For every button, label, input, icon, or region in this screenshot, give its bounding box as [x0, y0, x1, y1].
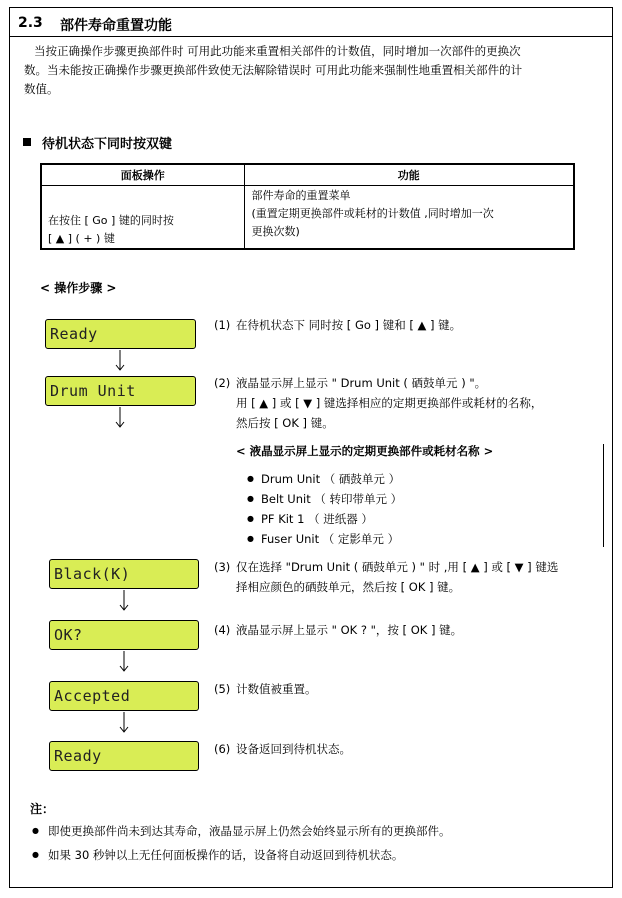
down-arrow-icon [119, 712, 129, 734]
lcd-accepted: Accepted [49, 681, 199, 711]
list-item: ● 即使更换部件尚未到达其寿命，液晶显示屏上仍然会始终显示所有的更换部件。 [32, 820, 450, 844]
step-1 [214, 315, 461, 335]
lcd-black-k: Black(K) [49, 559, 199, 589]
lcd-ready: Ready [45, 319, 196, 349]
steps-title: < 操作步骤 > [40, 281, 117, 295]
panel-op-line-1: 在按住 [ Go ] 键的同时按 [48, 214, 174, 227]
header-panel-operation: 面板操作 [41, 164, 244, 186]
step-2 [214, 373, 542, 433]
step-text: 用 [ ▲ ] 或 [ ▼ ] 键选择相应的定期更换部件或耗材的名称， [236, 396, 543, 410]
list-item: ● Fuser Unit （ 定影单元 ） [247, 530, 402, 550]
lcd-drum-unit: Drum Unit [45, 376, 196, 406]
step-text: 液晶显示屏上显示 " Drum Unit ( 硒鼓单元 ) "。 [236, 376, 487, 390]
step-text: 计数值被重置。 [236, 682, 317, 696]
table-header-row [41, 164, 574, 186]
list-item: ● Belt Unit （ 转印带单元 ） [247, 490, 402, 510]
panel-op-line-2: [ ▲ ] ( + ) 键 [48, 232, 115, 245]
step-number: (3) [214, 560, 231, 574]
section-title: 部件寿命重置功能 [60, 18, 172, 34]
parts-list [247, 470, 402, 550]
notes-list [32, 820, 450, 868]
step-text: 然后按 [ OK ] 键。 [236, 416, 334, 430]
step-number: (1) [214, 318, 231, 332]
down-arrow-icon [119, 590, 129, 612]
cell-function [244, 186, 574, 250]
step-4 [214, 620, 462, 640]
step-number: (2) [214, 376, 231, 390]
lcd-ready-final: Ready [49, 741, 199, 771]
list-item: ● 如果 30 秒钟以上无任何面板操作的话，设备将自动返回到待机状态。 [32, 844, 450, 868]
step-number: (5) [214, 682, 231, 696]
section-number: 2.3 [18, 15, 43, 31]
down-arrow-icon [119, 651, 129, 673]
table-row [41, 186, 574, 250]
operation-table [40, 163, 575, 250]
step-5 [214, 679, 317, 699]
lcd-ok: OK? [49, 620, 199, 650]
square-bullet-icon [23, 138, 31, 146]
function-line-2: (重置定期更换部件或耗材的计数值 ,同时增加一次 [251, 207, 494, 220]
intro-line-3: 数值。 [24, 82, 59, 96]
step-text: 在待机状态下 同时按 [ Go ] 键和 [ ▲ ] 键。 [236, 318, 462, 332]
parts-list-title: < 液晶显示屏上显示的定期更换部件或耗材名称 > [236, 444, 494, 458]
step-text: 仅在选择 "Drum Unit ( 硒鼓单元 ) " 时 ,用 [ ▲ ] 或 [ ▼ ] 键选 [236, 560, 559, 574]
subsection-title: 待机状态下同时按双键 [42, 137, 173, 152]
step-6 [214, 739, 351, 759]
step-3 [214, 557, 558, 597]
list-item: ● PF Kit 1 （ 进纸器 ） [247, 510, 402, 530]
step-text: 设备返回到待机状态。 [236, 742, 351, 756]
function-line-3: 更换次数) [251, 225, 300, 238]
step-number: (6) [214, 742, 231, 756]
step-number: (4) [214, 623, 231, 637]
cell-panel-operation [41, 186, 244, 250]
header-function: 功能 [244, 164, 574, 186]
intro-paragraph [24, 42, 602, 99]
intro-line-1: 当按正确操作步骤更换部件时 可用此功能来重置相关部件的计数值，同时增加一次部件的更换次 [34, 44, 521, 58]
notes-title: 注： [30, 802, 55, 816]
down-arrow-icon [115, 407, 125, 429]
function-line-1: 部件寿命的重置菜单 [251, 189, 351, 202]
down-arrow-icon [115, 350, 125, 372]
step-text: 择相应颜色的硒鼓单元，然后按 [ OK ] 键。 [236, 580, 461, 594]
intro-line-2: 数。当未能按正确操作步骤更换部件致使无法解除错误时 可用此功能来强制性地重置相关部件的计 [24, 63, 523, 77]
title-divider [10, 36, 612, 37]
step-text: 液晶显示屏上显示 " OK ? "，按 [ OK ] 键。 [236, 623, 463, 637]
list-item: ● Drum Unit （ 硒鼓单元 ） [247, 470, 402, 490]
side-bar-divider [603, 444, 604, 547]
